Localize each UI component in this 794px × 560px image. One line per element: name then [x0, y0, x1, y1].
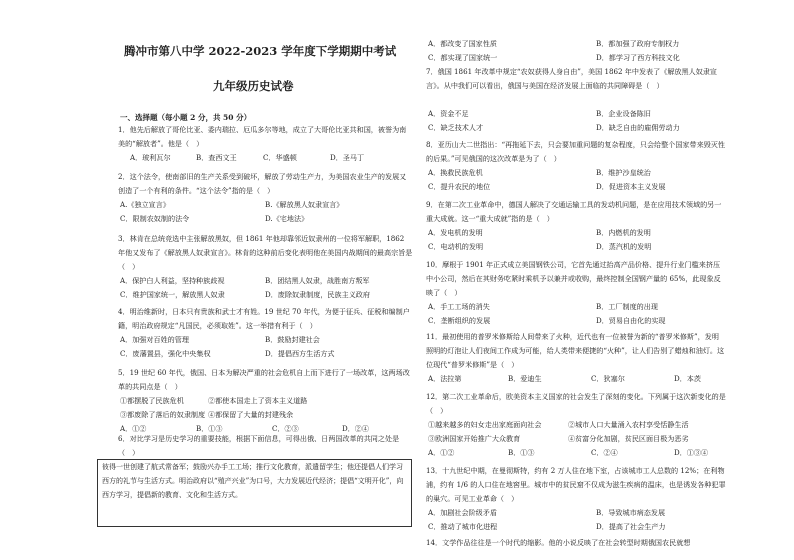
- q9-option-d: D．蒸汽机的发明: [596, 242, 652, 251]
- q4-option-d: D．提倡西方生活方式: [265, 349, 335, 358]
- q6-option-a: A．都改变了国家性质: [428, 39, 497, 48]
- question-7: 7．俄国 1861 年改革中规定“农奴获得人身自由”，美国 1862 年中发表了《解放黑人奴隶宣言》。从中我们可以看出，俄国与美国在经济发展上面临的共同障碍是（ ）: [426, 67, 717, 90]
- q7-option-d: D．缺乏自由的雇佣劳动力: [596, 123, 680, 132]
- question-5: 5．19 世纪 60 年代，俄国、日本为解决严重的社会危机自上而下进行了一场改革，这两场改革的共同点是（ ）: [118, 368, 410, 391]
- question-8: 8．亚历山大二世指出：“再拖延下去，只会要加重问题的复杂程度，只会给整个国家带来毁灭性的后果。”可见俄国的这次改革是为了（ ）: [426, 140, 725, 163]
- q3-option-d: D．废除奴隶制度，民族主义政府: [265, 290, 370, 299]
- q1-option-b: B．查西文王: [196, 153, 237, 162]
- question-3: 3．林肯在总统竞选中主张解放黑奴，但 1861 年他却靠邻近奴隶州的一位将军解职，1862 年他又发布了《解放黑人奴隶宣言》。林肯的这种前后变化表明他在美国内战期间的最高宗旨是（ ）: [118, 234, 413, 271]
- q12-option-a: A．①②: [428, 448, 455, 457]
- q3-option-b: B．团结黑人奴隶，战胜南方叛军: [265, 276, 370, 285]
- q11-option-a: A．法拉第: [428, 374, 462, 383]
- q1-option-c: C．华盛顿: [263, 153, 297, 162]
- q9-option-c: C．电动机的发明: [428, 242, 484, 251]
- q12-option-c: C．②④: [591, 448, 618, 457]
- q13-option-d: D．提高了社会生产力: [596, 522, 666, 531]
- q13-option-a: A．加剧社会阶级矛盾: [428, 508, 497, 517]
- question-2: 2．这个法令，使南部旧的生产关系受到破坏，解放了劳动生产力，为美国农业生产的发展又创造了一个有利的条件。“这个法令”指的是（ ）: [118, 172, 407, 195]
- q10-option-a: A．手工工场的消失: [428, 302, 490, 311]
- q1-option-d: D．圣马丁: [330, 153, 365, 162]
- question-12: 12．第二次工业革命后，欧美资本主义国家的社会发生了深刻的变化。下列属于这次新变化的是（ ）: [426, 392, 726, 415]
- q9-option-a: A．发电机的发明: [428, 228, 483, 237]
- question-1: 1．他先后解放了哥伦比亚、委内瑞拉、厄瓜多尔等地，成立了大哥伦比亚共和国，被誉为南美的“解放者”。他是（ ）: [118, 125, 407, 148]
- q12-statement-4: ④贫富分化加剧，贫民区面目极为恶劣: [568, 434, 689, 443]
- q6-option-d: D．都学习了西方科技文化: [596, 53, 680, 62]
- q3-option-a: A．保护白人利益，坚持种族歧视: [120, 276, 225, 285]
- q12-statement-3: ③欧洲国家开始推广大众教育: [428, 434, 521, 443]
- q11-option-c: C．狄塞尔: [591, 374, 625, 383]
- q6-material-box: 彼得一世创建了航式常备军；鼓励兴办手工工场；推行文化教育，派遣留学生；他还提倡人们学习西方的礼节与生活方式。明治政府以“殖产兴业”为口号，大力发展近代经济；提倡“文明开化”，向西方学习，提倡新的教育、文化和生活方式。: [97, 459, 412, 527]
- q5-statement-1: ①都摆脱了民族危机: [120, 396, 184, 405]
- question-9: 9．在第二次工业革命中，德国人解决了交通运输工具的发动机问题，是在应用技术领域的另一重大成就。这一“重大成就”指的是（ ）: [426, 200, 722, 223]
- q12-option-d: D．①③④: [674, 448, 709, 457]
- q4-option-a: A．加强对百姓的管理: [120, 335, 189, 344]
- q13-option-b: B．导致城市病态发展: [596, 508, 666, 517]
- q2-option-c: C．限制农奴制的法令: [120, 214, 190, 223]
- q5-statement-4: ④都保留了大量的封建残余: [208, 410, 294, 419]
- q2-option-b: B.《解放黑人奴隶宣言》: [265, 200, 344, 209]
- q6-option-c: C．都实现了国家统一: [428, 53, 498, 62]
- question-10: 10．摩根于 1901 年正式成立美国钢铁公司，它首先通过抬高产品价格、提升行业门槛来挤压中小公司，然后在其财务吃紧时乘机予以兼并或收购，最终控制全国钢产量的 65%，此现象反映了（ ）: [426, 260, 721, 297]
- q8-option-a: A．换救民族危机: [428, 168, 483, 177]
- question-4: 4．明治维新时，日本只有贵族和武士才有姓。19 世纪 70 年代，为便于征兵、征税和编制户籍，明治政府规定“凡国民，必须取姓”。这一举措有利于（ ）: [118, 307, 410, 330]
- q2-option-a: A.《独立宣言》: [120, 200, 170, 209]
- section-heading: 一、选择题（每小题 2 分，共 50 分）: [120, 113, 252, 122]
- q10-option-c: C．垄断组织的发展: [428, 316, 491, 325]
- q4-option-c: C．废藩置县，强化中央集权: [120, 349, 211, 358]
- q2-option-d: D.《宅地法》: [265, 214, 309, 223]
- q7-option-a: A．资金不足: [428, 109, 469, 118]
- q7-option-c: C．缺乏技术人才: [428, 123, 484, 132]
- q1-option-a: A．玻利瓦尔: [130, 153, 171, 162]
- q6-option-b: B．都加强了政府专制权力: [596, 39, 680, 48]
- q8-option-d: D．促进资本主义发展: [596, 182, 666, 191]
- q13-option-c: C．推动了城市化进程: [428, 522, 498, 531]
- q12-statement-1: ①越来越多的妇女走出家庭面向社会: [428, 420, 542, 429]
- exam-title: 腾冲市第八中学 2022-2023 学年度下学期期中考试: [124, 44, 397, 58]
- q5-statement-2: ②都使本国走上了资本主义道路: [208, 396, 308, 405]
- q8-option-c: C．提升农民的地位: [428, 182, 491, 191]
- question-6: 6．对比学习是历史学习的重要技能，根据下面信息，可得出俄、日两国改革的共同之处是（ ）: [118, 434, 400, 457]
- q4-option-b: B．鼓励封建社会: [265, 335, 320, 344]
- question-13: 13．十九世纪中期，在曼彻斯特，约有 2 万人住在地下室，占该城市工人总数的 12%；在利物浦，约有 1/6 的人口住在地窖里。城市中的贫民窟不仅成为滋生疾病的温床，也是诱发各种犯罪的巢穴。可见工业革命（ ）: [426, 466, 726, 503]
- q11-option-b: B．爱迪生: [508, 374, 542, 383]
- q11-option-d: D．本茨: [674, 374, 701, 383]
- q5-option-c: C．②③: [272, 424, 299, 433]
- q9-option-b: B．内燃机的发明: [596, 228, 651, 237]
- question-14: 14．文学作品往往是一个时代的缩影。他的小说反映了在社会转型时期俄国农民就想: [426, 538, 691, 547]
- q12-statement-2: ②城市人口大量涌入农村享受恬静生活: [568, 420, 689, 429]
- q10-option-d: D．贸易自由化的实现: [596, 316, 666, 325]
- q3-option-c: C．维护国家统一，解放黑人奴隶: [120, 290, 225, 299]
- q10-option-b: B．工厂制度的出现: [596, 302, 658, 311]
- q5-option-d: D．②④: [342, 424, 369, 433]
- q5-option-b: B．①③: [196, 424, 223, 433]
- q12-option-b: B．①③: [508, 448, 535, 457]
- q5-option-a: A．①②: [120, 424, 147, 433]
- exam-subtitle: 九年级历史试卷: [213, 79, 294, 93]
- question-11: 11．最初使用的普罗米修斯给人间带来了火种，近代也有一位被誉为新的“普罗米修斯”，发明照明的灯泡让人们夜间工作成为可能，给人类带来便捷的“火种”，让人们告别了蜡烛和油灯。这位现代“普罗米修斯”是（ ）: [426, 332, 725, 369]
- q8-option-b: B．维护沙皇统治: [596, 168, 651, 177]
- q7-option-b: B．企业设备陈旧: [596, 109, 651, 118]
- q5-statement-3: ③都废除了落后的奴隶制度: [120, 410, 206, 419]
